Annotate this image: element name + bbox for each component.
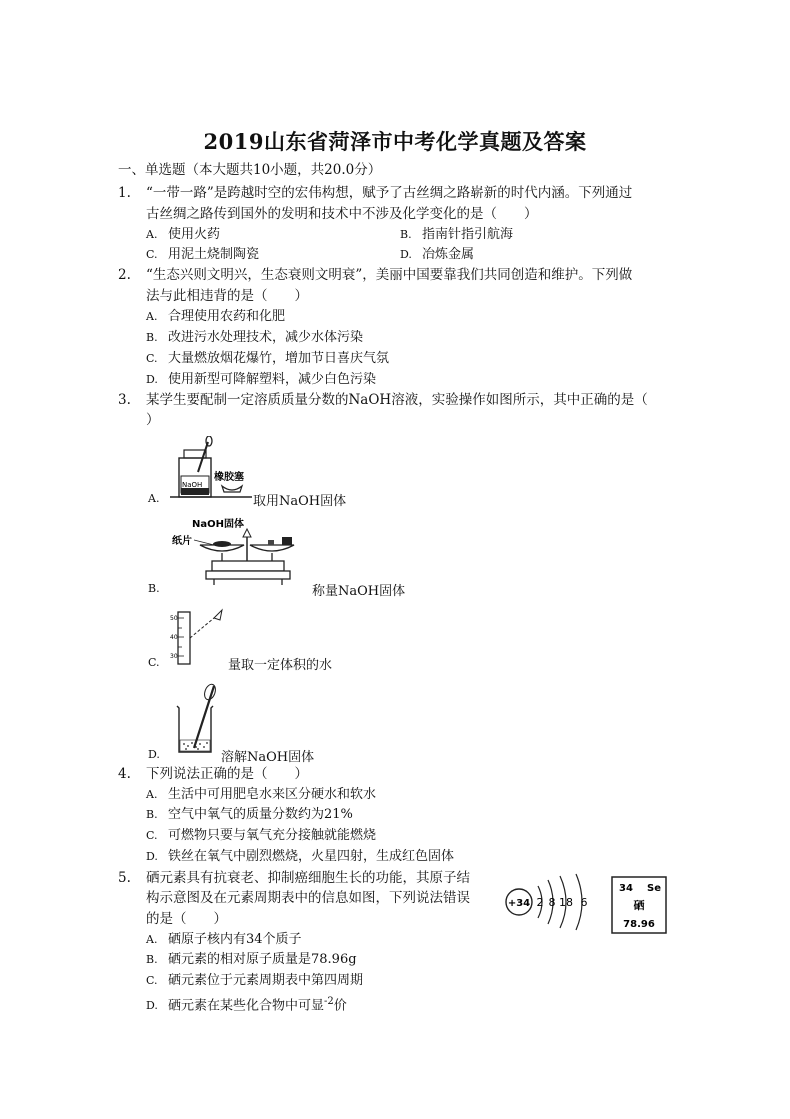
option-text: 铁丝在氧气中剧烈燃烧，火星四射，生成红色固体 <box>168 849 455 864</box>
shell-electrons: 2 <box>536 896 544 909</box>
q3-option-d-caption: 溶解NaOH固体 <box>221 750 315 765</box>
option-key: D. <box>146 999 158 1013</box>
option-text: 使用新型可降解塑料，减少白色污染 <box>168 372 377 387</box>
option-key: D. <box>148 748 160 761</box>
q5-option-c <box>146 972 363 990</box>
option-key: A. <box>146 788 158 801</box>
option-text: 冶炼金属 <box>422 247 475 262</box>
shell-electrons: 18 <box>559 896 573 909</box>
q2-option-d <box>146 371 376 389</box>
q4-option-c <box>146 827 376 845</box>
page-title: 2019山东省菏泽市中考化学真题及答案 <box>203 129 587 154</box>
nucleus-charge: +34 <box>507 898 531 909</box>
atom-structure-diagram <box>502 868 602 934</box>
option-text: 硒元素位于元素周期表中第四周期 <box>168 973 364 988</box>
q1-option-d <box>400 246 474 264</box>
option-text: 硒元素在某些化合物中可显 <box>168 998 325 1014</box>
option-key: B. <box>400 228 412 241</box>
q1-option-b <box>400 226 513 244</box>
q4-stem-line1: 下列说法正确的是（ ） <box>146 766 308 782</box>
naoh-solid-label: NaOH固体 <box>192 519 244 530</box>
atomic-number: 34 <box>619 883 633 894</box>
q5-option-d <box>146 993 347 1015</box>
option-key: C. <box>146 352 158 365</box>
beaker-figure <box>170 678 222 754</box>
tick-label: 50 <box>170 615 178 622</box>
option-text: 合理使用农药和化肥 <box>168 309 286 324</box>
option-text: 硒原子核内有34个质子 <box>168 932 302 947</box>
shell-electrons: 6 <box>580 896 588 909</box>
q4-option-d <box>146 848 454 866</box>
q3-option-c-key <box>148 654 170 672</box>
q3-option-b-caption: 称量NaOH固体 <box>312 584 406 599</box>
option-key: D. <box>146 373 158 386</box>
option-text: 用泥土烧制陶瓷 <box>168 247 260 262</box>
q3-stem-line2: ） <box>146 412 160 428</box>
q1-option-a <box>146 226 220 244</box>
option-key: B. <box>146 331 158 344</box>
q1-stem-line1: “一带一路”是跨越时空的宏伟构想，赋予了古丝绸之路崭新的时代内涵。下列通过 <box>146 185 633 201</box>
option-text: 改进污水处理技术，减少水体污染 <box>168 330 364 345</box>
option-key: A. <box>146 228 158 241</box>
q1-stem-line2: 古丝绸之路传到国外的发明和技术中不涉及化学变化的是（ ） <box>146 206 538 222</box>
option-key: C. <box>146 974 158 987</box>
q4-option-b <box>146 806 353 824</box>
option-text: 使用火药 <box>168 227 221 242</box>
q2-number: 2. <box>118 267 131 283</box>
option-text-end: 价 <box>333 998 347 1014</box>
q2-option-a <box>146 308 285 326</box>
option-key: B. <box>148 582 160 595</box>
q3-stem-line1: 某学生要配制一定溶质质量分数的NaOH溶液，实验操作如图所示，其中正确的是（ <box>146 392 648 408</box>
option-key: A. <box>148 492 160 505</box>
balance-figure <box>170 515 310 587</box>
option-key: D. <box>146 850 158 863</box>
option-key: B. <box>146 953 158 966</box>
q4-number: 4. <box>118 766 131 782</box>
q5-option-a <box>146 931 302 949</box>
option-text: 大量燃放烟花爆竹，增加节日喜庆气氛 <box>168 351 390 366</box>
q2-option-b <box>146 329 363 347</box>
oxidation-state: -2 <box>324 996 334 1007</box>
option-text: 硒元素的相对原子质量是78.96g <box>168 952 357 967</box>
q3-option-b-key <box>148 580 170 598</box>
q1-number: 1. <box>118 185 131 201</box>
paper-label: 纸片 <box>172 536 192 547</box>
naoh-label: NaOH <box>182 481 203 489</box>
option-key: C. <box>146 829 158 842</box>
q5-stem-line1: 硒元素具有抗衰老、抑制癌细胞生长的功能，其原子结 <box>146 870 470 886</box>
option-key: B. <box>146 808 158 821</box>
element-symbol: Se <box>647 883 661 894</box>
option-text: 空气中氧气的质量分数约为21% <box>168 807 353 822</box>
section-heading: 一、单选题（本大题共10小题，共20.0分） <box>118 162 382 178</box>
option-key: A. <box>146 310 158 323</box>
periodic-table-cell <box>611 876 667 934</box>
q3-option-d-key <box>148 746 170 764</box>
q2-stem-line1: “生态兴则文明兴，生态衰则文明衰”，美丽中国要靠我们共同创造和维护。下列做 <box>146 267 633 283</box>
q5-number: 5. <box>118 870 131 886</box>
reagent-bottle-figure <box>170 436 256 500</box>
shell-electrons: 8 <box>548 896 556 909</box>
q3-number: 3. <box>118 392 131 408</box>
q3-option-c-caption: 量取一定体积的水 <box>228 658 333 673</box>
q5-option-b <box>146 951 357 969</box>
atomic-mass: 78.96 <box>623 919 655 930</box>
option-text: 指南针指引航海 <box>422 227 514 242</box>
element-name: 硒 <box>633 899 645 912</box>
q3-option-a-key <box>148 490 170 508</box>
tick-label: 30 <box>170 653 178 660</box>
q4-option-a <box>146 786 376 804</box>
option-key: A. <box>146 933 158 946</box>
tick-label: 40 <box>170 634 178 641</box>
option-key: C. <box>146 248 158 261</box>
q3-option-a-caption: 取用NaOH固体 <box>253 494 347 509</box>
option-text: 可燃物只要与氧气充分接触就能燃烧 <box>168 828 377 843</box>
q2-option-c <box>146 350 389 368</box>
q5-stem-line2: 构示意图及在元素周期表中的信息如图，下列说法错误 <box>146 890 470 906</box>
q2-stem-line2: 法与此相违背的是（ ） <box>146 288 308 304</box>
option-key: C. <box>148 656 160 669</box>
q5-stem-line3: 的是（ ） <box>146 911 227 927</box>
option-text: 生活中可用肥皂水来区分硬水和软水 <box>168 787 377 802</box>
option-key: D. <box>400 248 412 261</box>
stopper-label: 橡胶塞 <box>214 472 244 483</box>
q1-option-c <box>146 246 259 264</box>
